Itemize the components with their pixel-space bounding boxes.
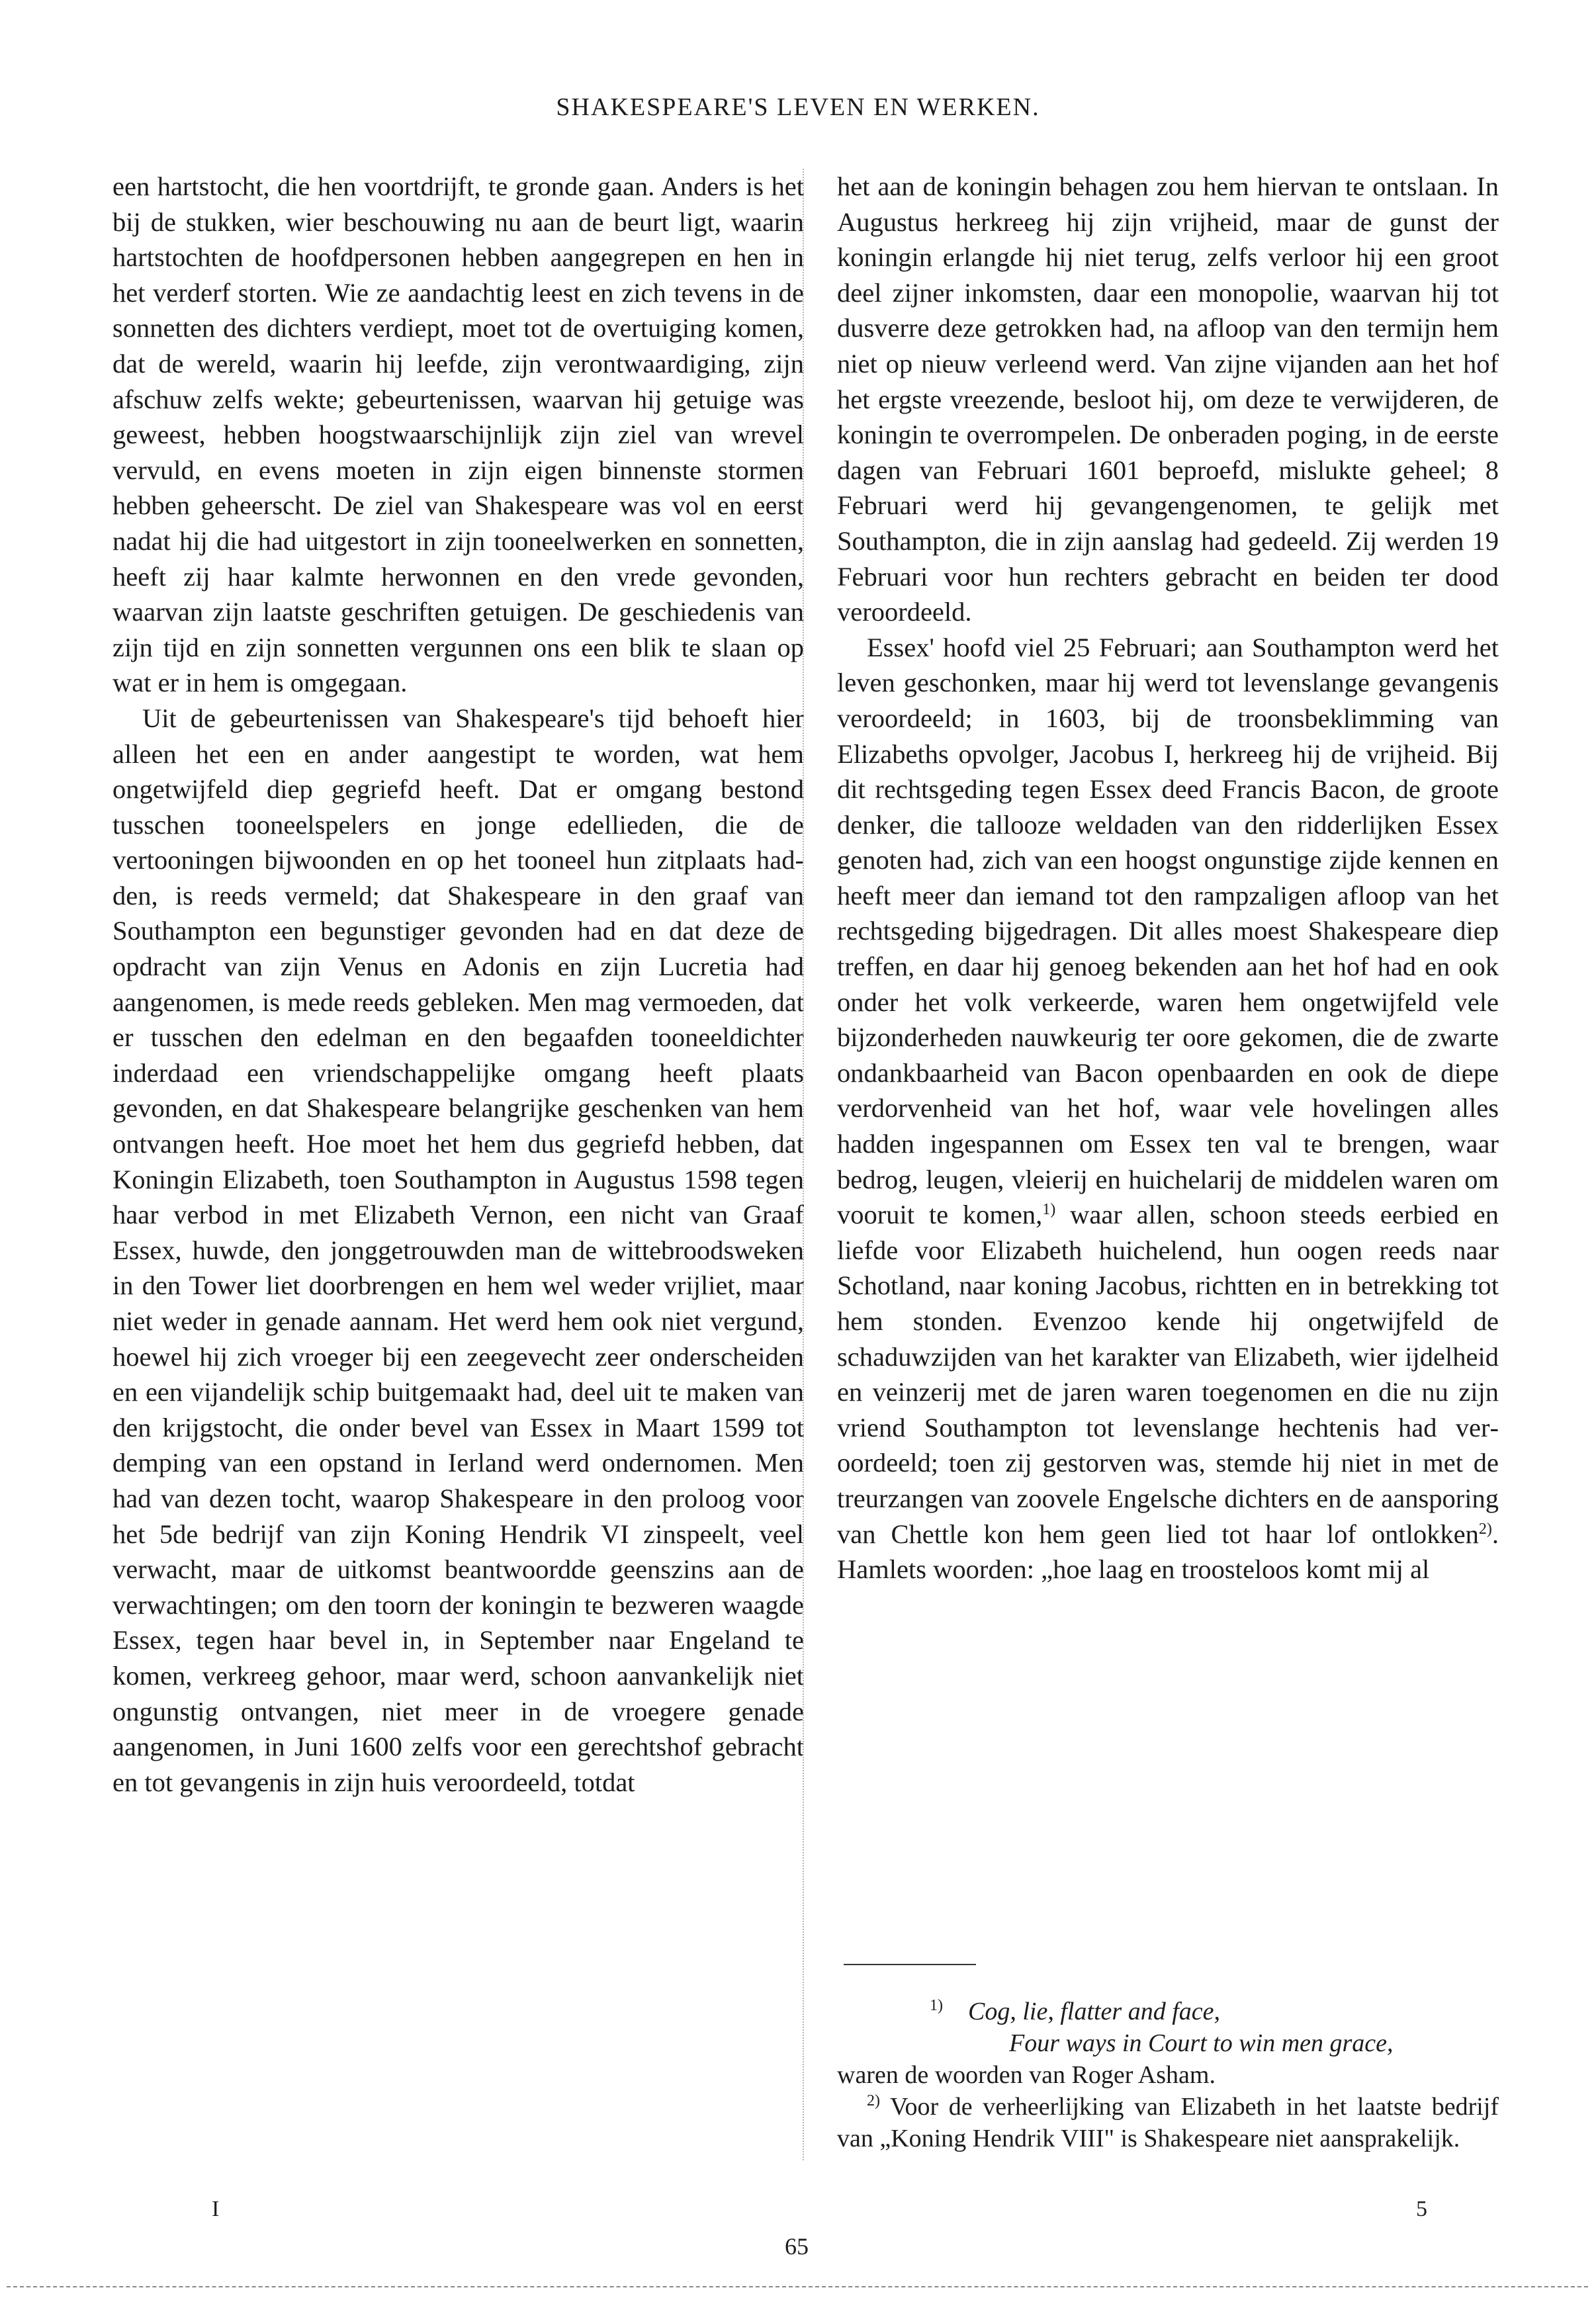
signature-mark-left: I — [212, 2197, 220, 2221]
right-paragraph-2-part-1: Essex' hoofd viel 25 Februari; aan Southampton werd het leven geschonken, maar hij werd tot levenslange gevangenis veroordeeld; in 1603, bij de troonsbeklimming van Elizabeths opvolger, Jacobus I, herkreeg hij de vrijheid. Bij dit rechtsgeding tegen Essex deed Francis Bacon, de groote denker, die tallooze weldaden van den ridderlijken Essex genoten had, zich van een hoogst ongunstige zijde kennen en heeft meer dan iemand tot den rampzaligen afloop van het rechtsgeding bijgedragen. Dit alles moest Shakespeare diep treffen, en daar hij genoeg bekenden aan het hof had en ook onder het volk verkeerde, waren hem ongetwijfeld vele bijzonderheden nauwkeurig ter oore gekomen, die de zwarte ondankbaarheid van Bacon openbaarden en ook de diepe verdorvenheid van het hof, waar vele hovelingen alles hadden ingespannen om Essex ten val te brengen, waar bedrog, leugen, vleierij en huichelarij de middelen waren om vooruit te komen, — [837, 632, 1499, 1230]
footnote-2-marker: 2) — [867, 2092, 880, 2109]
footnote-1-verse-1-text: Cog, lie, flatter and face, — [968, 1998, 1221, 2025]
footnote-separator — [844, 1964, 976, 1965]
right-paragraph-2 — [837, 630, 1499, 1587]
right-paragraph-1: het aan de koningin behagen zou hem hiervan te ontslaan. In Augustus herkreeg hij zijn vrijheid, maar de gunst der koningin erlangde hij niet terug, zelfs verloor hij een groot deel zijner inkomsten, daar een monopolie, waarvan hij tot dusverre deze getrokken had, na afloop van den termijn hem niet op nieuw verleend werd. Van zijne vijanden aan het hof het ergste vreezende, besloot hij, om deze te verwijderen, de koningin te overrompelen. De onberaden poging, in de eerste dagen van Februari 1601 beproefd, mislukte geheel; 8 Februari werd hij gevangengenomen, te gelijk met Southampton, die in zijn aanslag had gedeeld. Zij werden 19 Februari voor hun rechters gebracht en beiden ter dood veroordeeld. — [837, 171, 1499, 627]
footnote-1-text: waren de woorden van Roger Asham. — [837, 2061, 1216, 2089]
column-divider — [803, 169, 804, 2160]
right-paragraph-2-part-3: . Hamlets woorden: „hoe laag en troosteloos komt mij al — [837, 1519, 1499, 1585]
running-title: SHAKESPEARE'S LEVEN EN WERKEN. — [556, 93, 1040, 121]
signature-mark-right: 5 — [1416, 2197, 1427, 2221]
footnote-1-verse-2: Four ways in Court to win men grace, — [1009, 2029, 1394, 2057]
footnote-2-text: Voor de verheerlijking van Elizabeth in het laatste bedrijf van „Koning Hendrik VIII" is Shakespeare niet aansprakelijk. — [837, 2093, 1499, 2152]
footnote-2 — [837, 2091, 1499, 2154]
right-paragraph-2-part-2: waar allen, schoon steeds eerbied en liefde voor Elizabeth huichelend, hun oogen reeds naar Schotland, naar koning Jacobus, richtten en in betrekking tot hem stonden. Evenzoo kende hij ongetwijfeld de schaduwzijden van het karakter van Elizabeth, wier ijdelheid en veinzerij met de jaren waren toegenomen en die nu zijn vriend Southampton tot levenslange hechtenis had veroordeeld; toen zij gestorven was, stemde hij niet in met de treurzangen van zoovele Engelsche dichters en de aansporing van Chettle kon hem geen lied tot haar lof ontlokken — [837, 1200, 1499, 1549]
footnote-1-verse-1 — [837, 1996, 1499, 2027]
footnotes — [837, 1996, 1499, 2154]
footnote-2-reference: 2) — [1478, 1520, 1492, 1538]
page-number: 65 — [785, 2233, 809, 2260]
footnote-1-marker: 1) — [930, 1997, 943, 2014]
left-paragraph-2: Uit de gebeurtenissen van Shakespeare's tijd behoeft hier alleen het een en ander aangestipt te worden, wat hem ongetwijfeld diep gegriefd heeft. Dat er omgang bestond tusschen tooneelspelers en jonge edellieden, die de vertooningen bijwoonden en op het tooneel hun zitplaats hadden, is reeds vermeld; dat Shakespeare in den graaf van Southampton een begunstiger gevonden had en dat deze de opdracht van zijn Venus en Adonis en zijn Lucretia had aangenomen, is mede reeds gebleken. Men mag vermoeden, dat er tusschen den edelman en den begaafden tooneeldichter inderdaad een vriendschappelijke omgang heeft plaats gevonden, en dat Shakespeare belangrijke geschenken van hem ontvangen heeft. Hoe moet het hem dus gegriefd hebben, dat Koningin Elizabeth, toen Southampton in Augustus 1598 tegen haar verbod in met Elizabeth Vernon, een nicht van Graaf Essex, huwde, den jonggetrouwden man de wittebroodsweken in den Tower liet doorbrengen en hem wel weder vrijliet, maar niet weder in genade aannam. Het werd hem ook niet vergund, hoewel hij zich vroeger bij een zeegevecht zeer onderscheiden en een vijandelijk schip buitgemaakt had, deel uit te maken van den krijgstocht, die onder bevel van Essex in Maart 1599 tot demping van een opstand in Ierland werd ondernomen. Men had van dezen tocht, waarop Shakespeare in den proloog voor het 5de bedrijf van zijn Koning Hendrik VI zinspeelt, veel verwacht, maar de uitkomst beantwoordde geenszins aan de verwachtingen; om den toorn der koningin te bezweren waagde Essex, tegen haar bevel in, in September naar Engeland te komen, verkreeg gehoor, maar werd, schoon aanvankelijk niet ongunstig ontvangen, niet meer in de vroegere genade aangenomen, in Juni 1600 zelfs voor een gerechtshof gebracht en tot gevangenis in zijn huis veroordeeld, totdat — [112, 703, 804, 1797]
right-column — [837, 169, 1499, 1587]
bottom-edge-rule — [7, 2286, 1588, 2287]
left-column — [112, 169, 804, 1800]
footnote-1-reference: 1) — [1042, 1201, 1056, 1219]
left-paragraph-1: een hartstocht, die hen voortdrijft, te gronde gaan. Anders is het bij de stukken, wier beschouwing nu aan de beurt ligt, waarin hartstochten de hoofdpersonen hebben aangegrepen en hen in het verderf storten. Wie ze aandachtig leest en zich tevens in de sonnetten des dichters verdiept, moet tot de overtuiging komen, dat de wereld, waarin hij leefde, zijn verontwaardiging, zijn afschuw zelfs wekte; gebeurtenissen, waarvan hij getuige was geweest, hebben hoogstwaarschijnlijk zijn ziel van wrevel vervuld, en evens moeten in zijn eigen binnenste stormen hebben geheerscht. De ziel van Shakespeare was vol en eerst nadat hij die had uitgestort in zijn tooneelwerken en sonnetten, heeft zij haar kalmte herwonnen en den vrede gevonden, waarvan zijn laatste geschriften getuigen. De geschiedenis van zijn tijd en zijn sonnetten vergunnen ons een blik te slaan op wat er in hem is omgegaan. — [112, 171, 804, 698]
